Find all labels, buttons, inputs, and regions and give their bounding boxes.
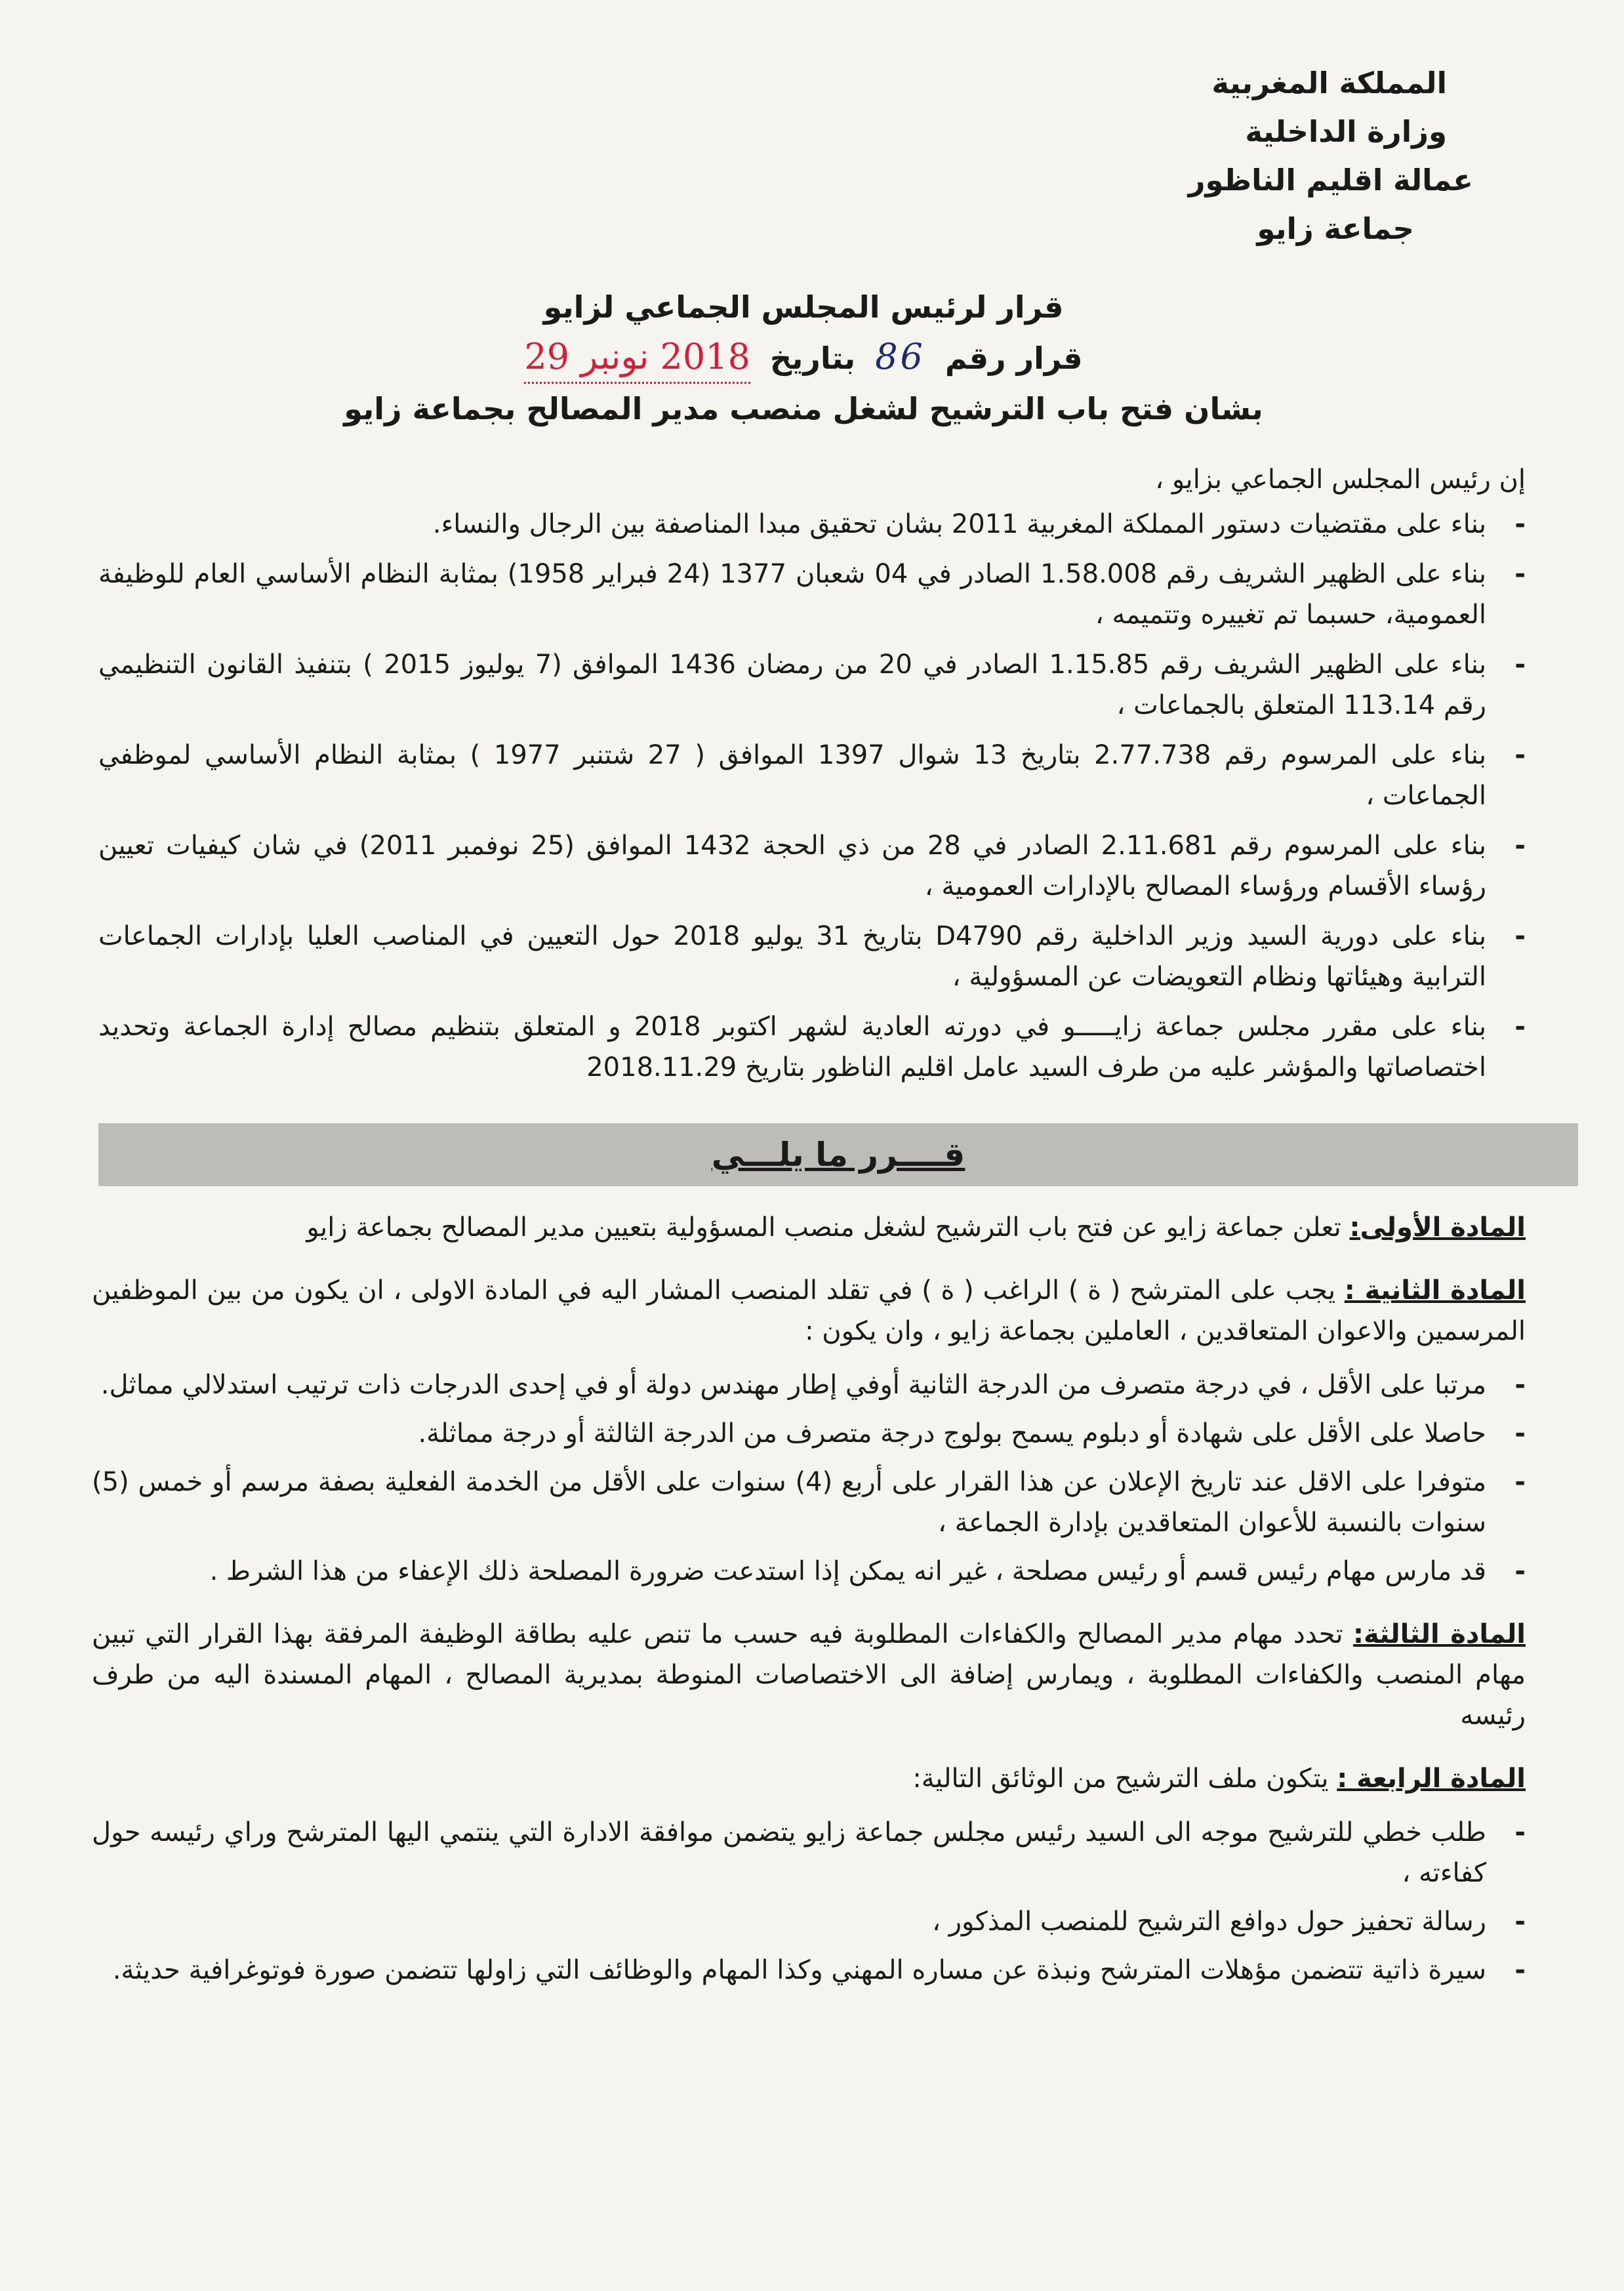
article-1-label: المادة الأولى: [1349, 1212, 1526, 1243]
consideration-item: - بناء على دورية السيد وزير الداخلية رقم D4790 بتاريخ 31 يوليو 2018 حول التعيين في المناصب العليا بإدارات الجماعات الترابية وهيئاتها ونظام التعويضات عن المسؤولية ، [98, 916, 1526, 997]
article-3-text: تحدد مهام مدير المصالح والكفاءات المطلوبة فيه حسب ما تنص عليه بطاقة الوظيفة المرفقة بهذا القرار التي تبين مهام المنصب والكفاءات المطلوبة ، ويمارس إضافة الى الاختصاصات المنوطة بمديرية المصالح ، المهام المسندة اليه من طرف رئيسه [92, 1619, 1526, 1731]
article-4-label: المادة الرابعة : [1337, 1764, 1526, 1794]
condition-item: - متوفرا على الاقل عند تاريخ الإعلان عن هذا القرار على أربع (4) سنوات على الأقل من الخدمة الفعلية بصفة مرسم أو خمس (5) سنوات بالنسبة للأعوان المتعاقدين بإدارة الجماعة ، [92, 1462, 1526, 1543]
decides-banner [98, 1123, 1578, 1186]
condition-item: - قد مارس مهام رئيس قسم أو رئيس مصلحة ، غير انه يمكن إذا استدعت ضرورة المصلحة ذلك الإعفاء من هذا الشرط . [92, 1551, 1526, 1592]
condition-item: - حاصلا على الأقل على شهادة أو دبلوم يسمح بولوج درجة متصرف من الدرجة الثالثة أو درجة مماثلة. [92, 1413, 1526, 1454]
consideration-item: - بناء على مقرر مجلس جماعة زايـــــو في دورته العادية لشهر اكتوبر 2018 و المتعلق بتنظيم مصالح إدارة الجماعة وتحديد اختصاصاتها والمؤشر عليه من طرف السيد عامل اقليم الناظور بتاريخ 2018.11.29 [98, 1006, 1526, 1088]
consideration-item: - بناء على المرسوم رقم 2.77.738 بتاريخ 13 شوال 1397 الموافق ( 27 شتنبر 1977 ) بمثابة النظام الأساسي لموظفي الجماعات ، [98, 735, 1526, 816]
consideration-item: - بناء على مقتضيات دستور المملكة المغربية 2011 بشان تحقيق مبدا المناصفة بين الرجال والنساء. [98, 504, 1526, 545]
article-4-text: يتكون ملف الترشيح من الوثائق التالية: [912, 1764, 1337, 1794]
article-3-label: المادة الثالثة: [1353, 1619, 1526, 1649]
decision-title: قرار لرئيس المجلس الجماعي لزايو [543, 289, 1064, 325]
article-2-label: المادة الثانية : [1344, 1275, 1526, 1306]
document-item: - سيرة ذاتية تتضمن مؤهلات المترشح ونبذة عن مساره المهني وكذا المهام والوظائف التي زاولها تتضمن صورة فوتوغرافية حديثة. [92, 1950, 1526, 1991]
decision-subject: بشان فتح باب الترشيح لشغل منصب مدير المصالح بجماعة زايو [344, 391, 1263, 426]
decides-heading: قــــرر ما يلـــي [711, 1136, 965, 1174]
consideration-item: - بناء على المرسوم رقم 2.11.681 الصادر في 28 من ذي الحجة 1432 الموافق (25 نوفمبر 2011) في شان كيفيات تعيين رؤساء الأقسام ورؤساء المصالح بالإدارات العمومية ، [98, 825, 1526, 907]
ministry-line: وزارة الداخلية [1245, 114, 1447, 149]
consideration-item: - بناء على الظهير الشريف رقم 1.15.85 الصادر في 20 من رمضان 1436 الموافق (7 يوليوز 2015 ) بتنفيذ القانون التنظيمي رقم 113.14 المتعلق بالجماعات ، [98, 644, 1526, 726]
preamble [98, 459, 1526, 1097]
kingdom-line: المملكة المغربية [1211, 66, 1447, 100]
document-item: - رسالة تحفيز حول دوافع الترشيح للمنصب المذكور ، [92, 1901, 1526, 1942]
condition-item: - مرتبا على الأقل ، في درجة متصرف من الدرجة الثانية أوفي إطار مهندس دولة أو في إحدى الدرجات ذات ترتيب استدلالي مماثل. [92, 1365, 1526, 1405]
article-4-documents [92, 1812, 1526, 1991]
article-2-text: يجب على المترشح ( ة ) الراغب ( ة ) في تقلد المنصب المشار اليه في المادة الاولى ، ان يكون من بين الموظفين المرسمين والاعوان المتعاقدين ، العاملين بجماعة زايو ، وان يكون : [92, 1275, 1526, 1346]
consideration-item: - بناء على الظهير الشريف رقم 1.58.008 الصادر في 04 شعبان 1377 (24 فبراير 1958) بمثابة النظام الأساسي العام للوظيفة العمومية، حسبما تم تغييره وتتميمه ، [98, 554, 1526, 635]
article-4 [92, 1758, 1526, 1991]
province-line: عمالة اقليم الناظور [1188, 163, 1473, 197]
decision-date: 2018 نونبر 29 [524, 332, 750, 384]
considerations-list [98, 504, 1526, 1088]
decision-date-label: بتاريخ [769, 341, 856, 376]
article-3 [92, 1614, 1526, 1736]
commune-line: جماعة زايو [1257, 211, 1414, 246]
decision-reference [328, 332, 1279, 384]
article-2 [92, 1270, 1526, 1592]
letterhead [988, 59, 1473, 253]
decision-title-block [328, 282, 1279, 434]
articles-section [92, 1207, 1526, 2013]
decision-number-label: قرار رقم [944, 341, 1083, 376]
decision-number: 86 [875, 336, 925, 377]
article-2-conditions [92, 1365, 1526, 1592]
document-item: - طلب خطي للترشيح موجه الى السيد رئيس مجلس جماعة زايو يتضمن موافقة الادارة التي ينتمي اليها المترشح وراي رئيسه حول كفاءته ، [92, 1812, 1526, 1893]
article-1-text: تعلن جماعة زايو عن فتح باب الترشيح لشغل منصب المسؤولية بتعيين مدير المصالح بجماعة زايو [306, 1212, 1350, 1243]
preamble-intro: إن رئيس المجلس الجماعي بزايو ، [1155, 464, 1526, 495]
article-1 [92, 1207, 1526, 1248]
